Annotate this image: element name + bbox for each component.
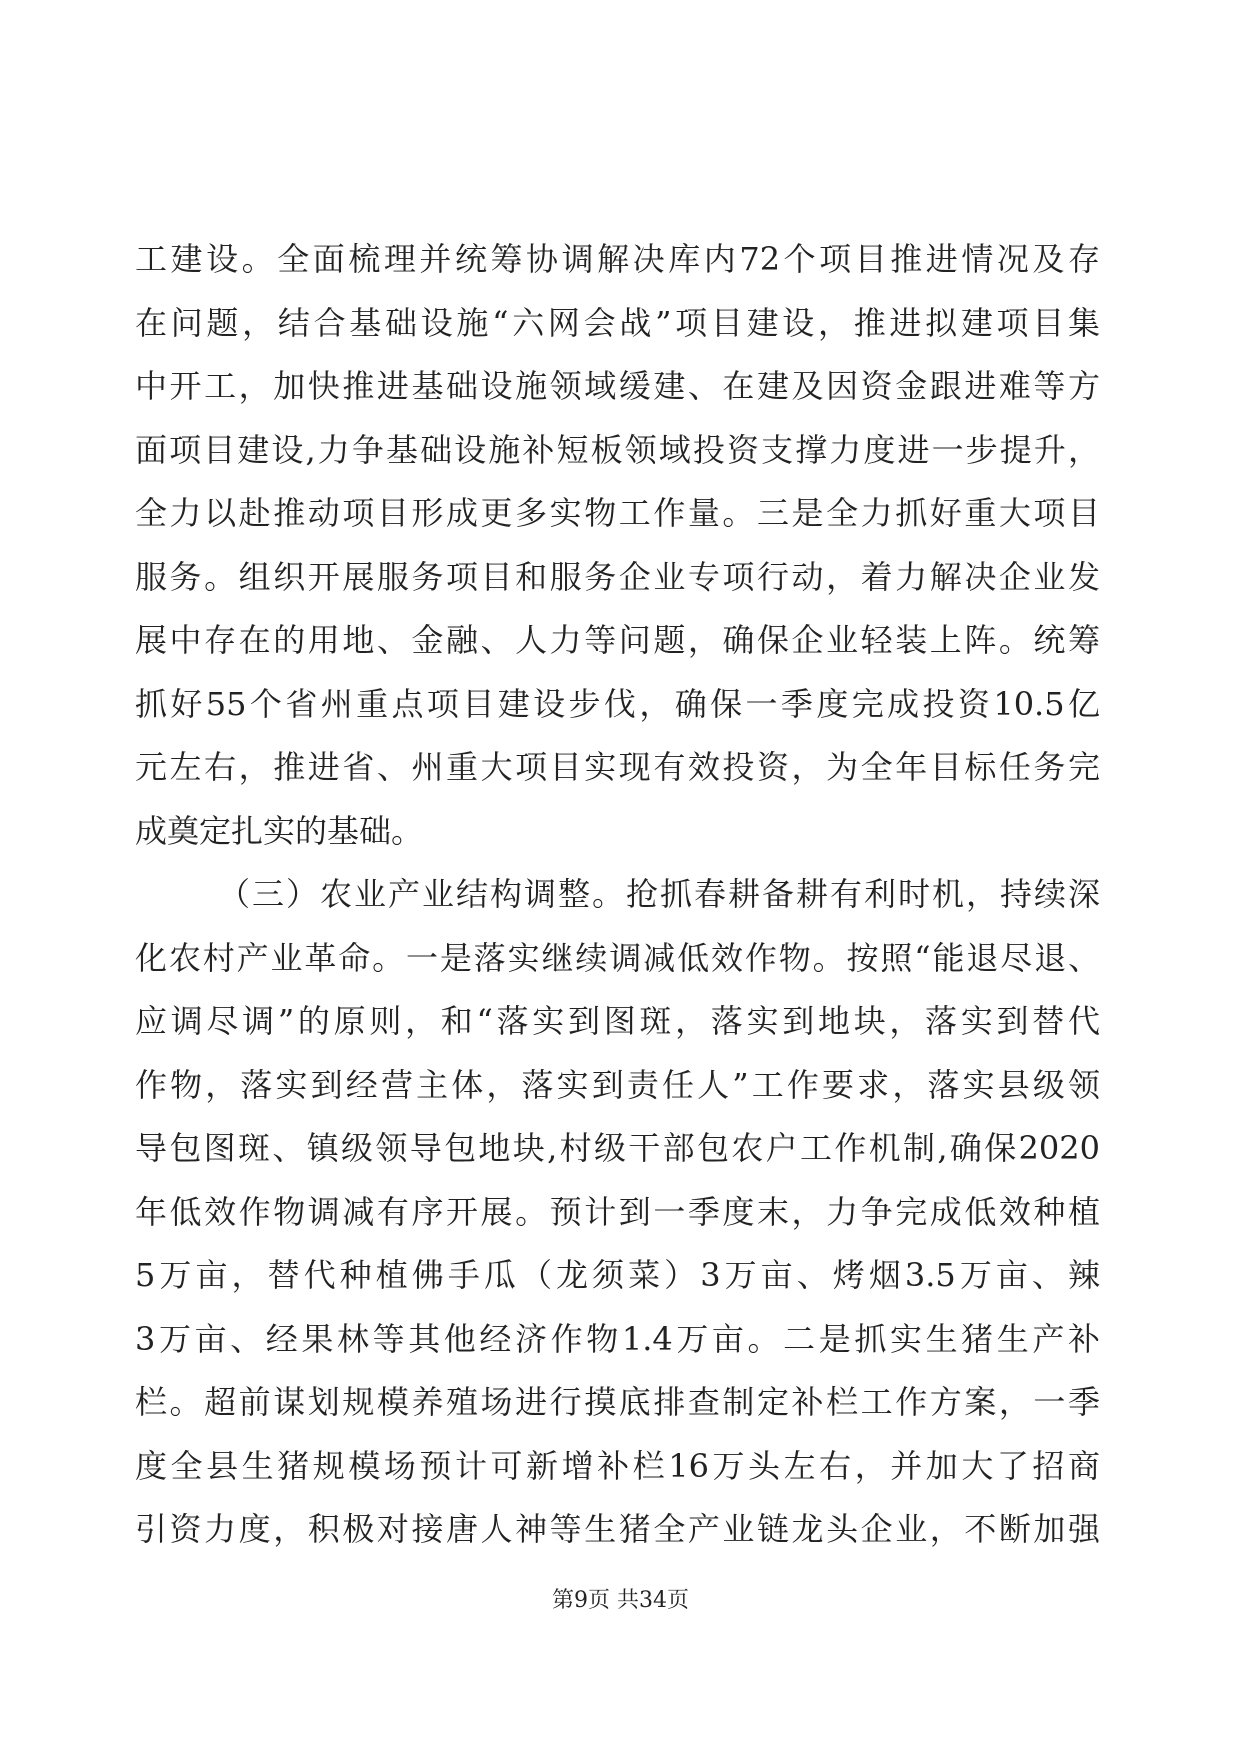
text-line: 导包图斑、镇级领导包地块,村级干部包农户工作机制,确保2020 [135,1129,1100,1167]
text-line: 服务。组织开展服务项目和服务企业专项行动，着力解决企业发 [135,557,1100,596]
section-heading-line: （三）农业产业结构调整。抢抓春耕备耕有利时机，持续深 [218,875,1100,913]
text-line: 在问题，结合基础设施“六网会战”项目建设，推进拟建项目集 [135,303,1100,342]
text-line: 元左右，推进省、州重大项目实现有效投资，为全年目标任务完 [135,748,1100,786]
text-line: 栏。超前谋划规模养殖场进行摸底排查制定补栏工作方案，一季 [135,1383,1100,1421]
page-number-label: 第9页 共34页 [552,1588,689,1613]
text-line: 年低效作物调减有序开展。预计到一季度末，力争完成低效种植 [135,1192,1100,1231]
text-line: 应调尽调”的原则，和“落实到图斑，落实到地块，落实到替代 [135,1002,1100,1040]
text-line: 抓好55个省州重点项目建设步伐，确保一季度完成投资10.5亿 [135,684,1100,723]
document-body [135,228,1100,1562]
text-line: 展中存在的用地、金融、人力等问题，确保企业轻装上阵。统筹 [135,621,1100,659]
text-line: 度全县生猪规模场预计可新增补栏16万头左右，并加大了招商 [135,1446,1100,1485]
text-line: 3万亩、经果林等其他经济作物1.4万亩。二是抓实生猪生产补 [135,1319,1100,1358]
text-line: 作物，落实到经营主体，落实到责任人”工作要求，落实县级领 [135,1065,1100,1104]
text-line: 化农村产业革命。一是落实继续调减低效作物。按照“能退尽退、 [135,938,1100,977]
page-footer [0,1583,1241,1614]
text-line: 面项目建设,力争基础设施补短板领域投资支撑力度进一步提升， [135,430,1100,469]
text-line: 工建设。全面梳理并统筹协调解决库内72个项目推进情况及存 [135,240,1100,278]
text-line: 5万亩，替代种植佛手瓜（龙须菜）3万亩、烤烟3.5万亩、辣 [135,1256,1100,1294]
text-line: 全力以赴推动项目形成更多实物工作量。三是全力抓好重大项目 [135,494,1100,532]
paragraph-last-line: 成奠定扎实的基础。 [135,811,424,850]
text-line: 引资力度，积极对接唐人神等生猪全产业链龙头企业，不断加强 [135,1510,1100,1548]
text-line: 中开工，加快推进基础设施领域缓建、在建及因资金跟进难等方 [135,367,1100,405]
